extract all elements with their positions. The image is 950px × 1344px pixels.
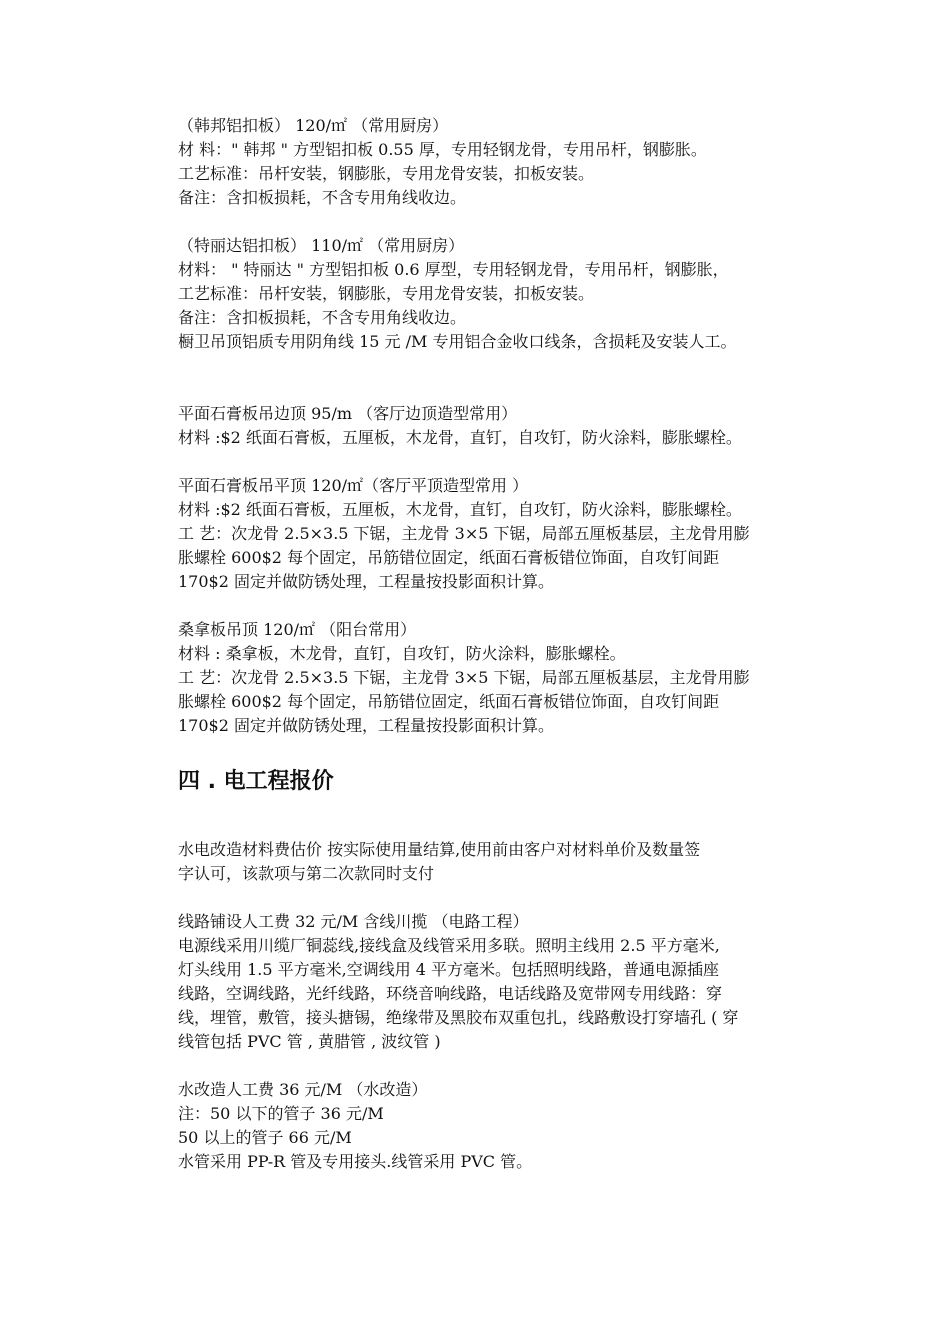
item-process-cont: 170$2 固定并做防锈处理，工程量按投影面积计算。 <box>178 716 554 735</box>
item-water-labor <box>178 1078 818 1174</box>
item-process: 工艺标准：吊杆安装，钢膨胀，专用龙骨安装，扣板安装。 <box>178 164 595 183</box>
item-materials: 材料 :$2 纸面石膏板，五厘板，木龙骨，直钉，自攻钉，防火涂料，膨胀螺栓。 <box>178 428 742 447</box>
document-page <box>178 114 818 1174</box>
item-wiring-labor <box>178 910 818 1054</box>
item-text: 水电改造材料费估价 按实际使用量结算,使用前由客户对材料单价及数量签 <box>178 840 701 859</box>
item-extra: 橱卫吊顶铝质专用阴角线 15 元 /M 专用铝合金收口线条，含损耗及安装人工。 <box>178 332 737 351</box>
item-text-cont: 字认可，该款项与第二次款同时支付 <box>178 864 435 883</box>
paragraph-gap <box>178 210 818 234</box>
item-text: 水管采用 PP-R 管及专用接头.线管采用 PVC 管。 <box>178 1152 533 1171</box>
item-text-cont: 线，埋管，敷管，接头搪锡，绝缘带及黑胶布双重包扎，线路敷设打穿墙孔 ( 穿 <box>178 1008 739 1027</box>
item-text-cont: 线路，空调线路，光纤线路，环绕音响线路，电话线路及宽带网专用线路：穿 <box>178 984 723 1003</box>
paragraph-gap <box>178 354 818 402</box>
item-materials: 材料： " 特丽达 " 方型铝扣板 0.6 厚型，专用轻钢龙骨，专用吊杆，钢膨胀， <box>178 260 729 279</box>
paragraph-gap <box>178 594 818 618</box>
item-title: （韩邦铝扣板） 120/㎡ （常用厨房） <box>178 116 449 135</box>
item-note: 备注：含扣板损耗，不含专用角线收边。 <box>178 308 467 327</box>
item-process-cont: 胀螺栓 600$2 每个固定，吊筋错位固定，纸面石膏板错位饰面，自攻钉间距 <box>178 548 720 567</box>
item-hanbang-aluminum-panel <box>178 114 818 210</box>
item-materials: 材 料：" 韩邦 " 方型铝扣板 0.55 厚，专用轻钢龙骨，专用吊杆，钢膨胀。 <box>178 140 707 159</box>
item-process: 工 艺：次龙骨 2.5×3.5 下锯，主龙骨 3×5 下锯，局部五厘板基层，主龙骨用膨 <box>178 668 750 687</box>
section-heading-electrical: 四 . 电工程报价 <box>178 769 334 794</box>
paragraph-gap <box>178 1054 818 1078</box>
item-note: 备注：含扣板损耗，不含专用角线收边。 <box>178 188 467 207</box>
item-title: 桑拿板吊顶 120/㎡ （阳台常用） <box>178 620 417 639</box>
item-gypsum-flat-ceiling <box>178 474 818 594</box>
item-title: 平面石膏板吊平顶 120/㎡（客厅平顶造型常用 ） <box>178 476 529 495</box>
paragraph-gap <box>178 450 818 474</box>
item-process: 工 艺：次龙骨 2.5×3.5 下锯，主龙骨 3×5 下锯，局部五厘板基层，主龙骨用膨 <box>178 524 750 543</box>
item-materials: 材料 :$2 纸面石膏板，五厘板，木龙骨，直钉，自攻钉，防火涂料，膨胀螺栓。 <box>178 500 742 519</box>
item-materials: 材料 : 桑拿板，木龙骨，直钉，自攻钉，防火涂料，膨胀螺栓。 <box>178 644 626 663</box>
item-text-cont: 灯头线用 1.5 平方毫米,空调线用 4 平方毫米。包括照明线路，普通电源插座 <box>178 960 720 979</box>
item-text-cont: 线管包括 PVC 管 , 黄腊管 , 波纹管 ) <box>178 1032 441 1051</box>
item-process-cont: 170$2 固定并做防锈处理，工程量按投影面积计算。 <box>178 572 554 591</box>
item-title: 水改造人工费 36 元/M （水改造） <box>178 1080 428 1099</box>
item-note-cont: 50 以上的管子 66 元/M <box>178 1128 352 1147</box>
item-gypsum-edge-ceiling <box>178 402 818 450</box>
item-title: （特丽达铝扣板） 110/㎡ （常用厨房） <box>178 236 465 255</box>
item-text: 电源线采用川缆厂铜蕊线,接线盒及线管采用多联。照明主线用 2.5 平方毫米, <box>178 936 720 955</box>
item-note: 注：50 以下的管子 36 元/M <box>178 1104 384 1123</box>
item-process-cont: 胀螺栓 600$2 每个固定，吊筋错位固定，纸面石膏板错位饰面，自攻钉间距 <box>178 692 720 711</box>
item-title: 线路铺设人工费 32 元/M 含线川揽 （电路工程） <box>178 912 529 931</box>
item-material-estimate <box>178 838 818 886</box>
item-sauna-board-ceiling <box>178 618 818 738</box>
paragraph-gap <box>178 886 818 910</box>
item-title: 平面石膏板吊边顶 95/m （客厅边顶造型常用） <box>178 404 518 423</box>
item-process: 工艺标准：吊杆安装，钢膨胀，专用龙骨安装，扣板安装。 <box>178 284 595 303</box>
item-telida-aluminum-panel <box>178 234 818 354</box>
